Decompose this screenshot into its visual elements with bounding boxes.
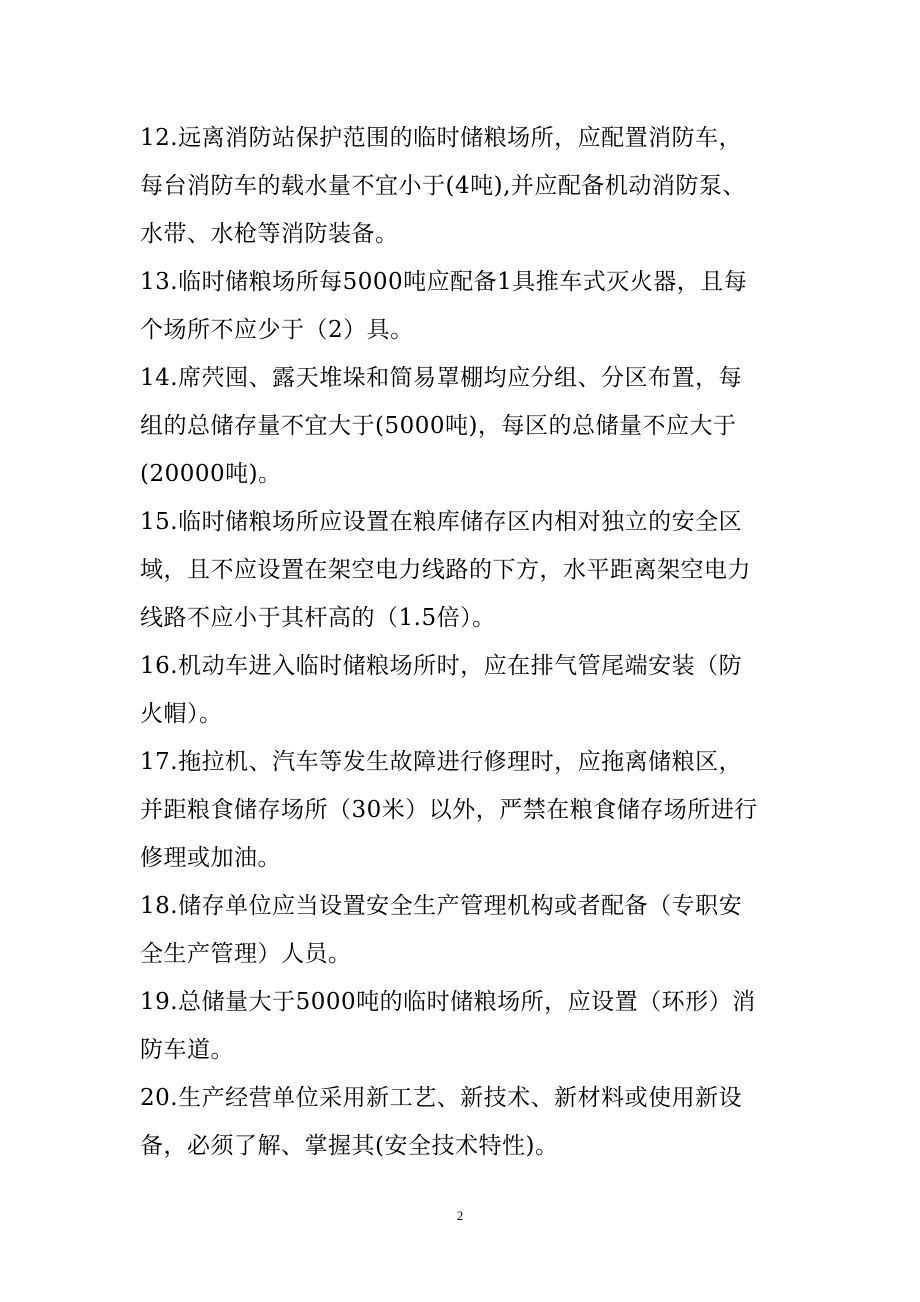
- text-line: 每台消防车的载水量不宜小于(4吨),并应配备机动消防泵、: [140, 173, 746, 199]
- text-line: 18.储存单位应当设置安全生产管理机构或者配备（专职安: [140, 893, 743, 919]
- text-line: 16.机动车进入临时储粮场所时，应在排气管尾端安装（防: [140, 653, 743, 679]
- text-line: 17.拖拉机、汽车等发生故障进行修理时，应拖离储粮区，: [140, 749, 743, 775]
- question-item-17: [140, 738, 790, 882]
- text-line: 水带、水枪等消防装备。: [140, 221, 399, 247]
- text-line: 14.席茓囤、露天堆垛和简易罩棚均应分组、分区布置，每: [140, 365, 743, 391]
- question-item-20: [140, 1074, 790, 1170]
- question-item-13: [140, 258, 790, 354]
- question-item-16: [140, 642, 790, 738]
- question-item-15: [140, 498, 790, 642]
- text-line: 全生产管理）人员。: [140, 941, 352, 967]
- question-item-18: [140, 882, 790, 978]
- text-line: 防车道。: [140, 1037, 234, 1063]
- text-line: (20000吨)。: [140, 461, 282, 487]
- text-line: 13.临时储粮场所每5000吨应配备1具推车式灭火器，且每: [140, 269, 748, 295]
- text-line: 域，且不应设置在架空电力线路的下方，水平距离架空电力: [140, 557, 751, 583]
- text-line: 并距粮食储存场所（30米）以外，严禁在粮食储存场所进行: [140, 797, 758, 823]
- text-line: 备，必须了解、掌握其(安全技术特性)。: [140, 1133, 559, 1159]
- text-line: 15.临时储粮场所应设置在粮库储存区内相对独立的安全区: [140, 509, 743, 535]
- text-line: 19.总储量大于5000吨的临时储粮场所，应设置（环形）消: [140, 989, 756, 1015]
- text-line: 个场所不应少于（2）具。: [140, 317, 414, 343]
- question-item-12: [140, 114, 790, 258]
- question-item-14: [140, 354, 790, 498]
- question-item-19: [140, 978, 790, 1074]
- page-number: 2: [456, 1208, 464, 1223]
- text-line: 修理或加油。: [140, 845, 281, 871]
- text-line: 组的总储存量不宜大于(5000吨)，每区的总储量不应大于: [140, 413, 737, 439]
- text-line: 火帽）。: [140, 701, 223, 727]
- text-line: 12.远离消防站保护范围的临时储粮场所，应配置消防车，: [140, 125, 743, 151]
- text-line: 线路不应小于其杆高的（1.5倍）。: [140, 605, 496, 631]
- text-line: 20.生产经营单位采用新工艺、新技术、新材料或使用新设: [140, 1085, 743, 1111]
- document-body: [140, 114, 790, 1170]
